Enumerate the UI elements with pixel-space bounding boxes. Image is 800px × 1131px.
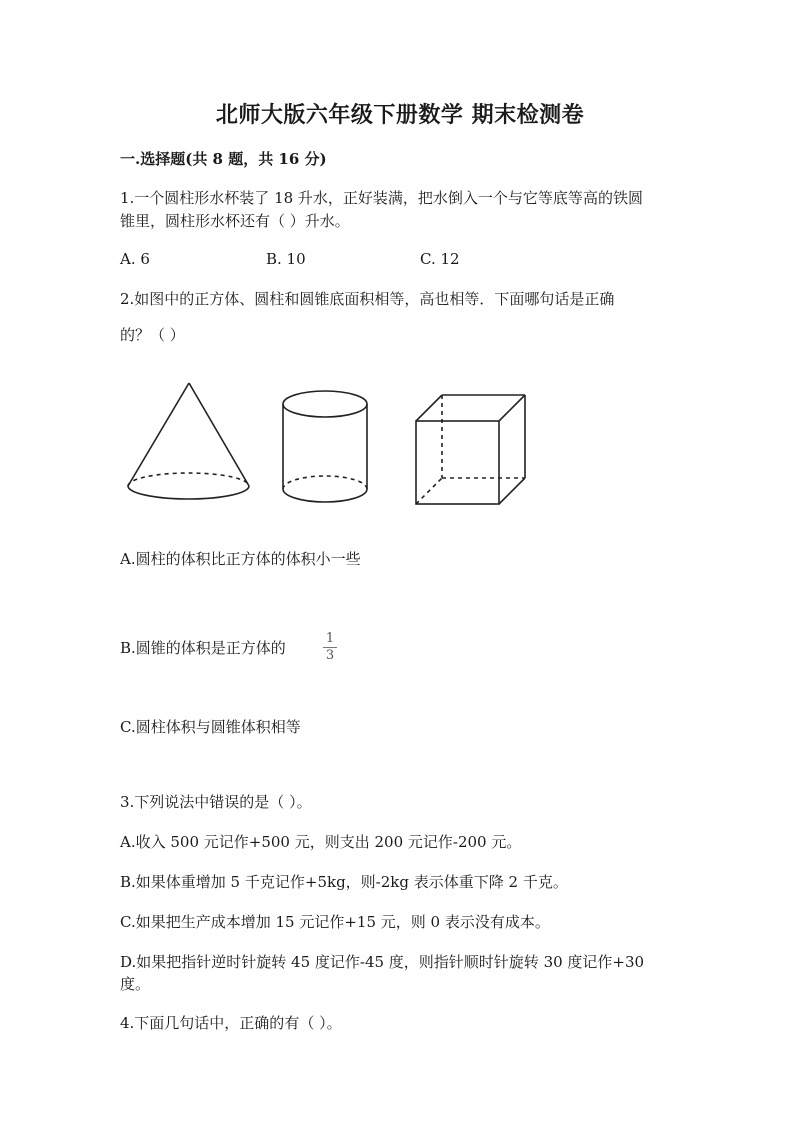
q3-option-d-line2: 度。 (120, 975, 151, 993)
cube-figure (416, 395, 525, 504)
page-title: 北师大版六年级下册数学 期末检测卷 (215, 102, 585, 128)
cone-figure (128, 383, 249, 499)
q2-option-b: B.圆锥的体积是正方体的 (120, 639, 286, 657)
q1-stem-line2: 锥里，圆柱形水杯还有（ ）升水。 (120, 212, 350, 230)
q1-stem-line1: 1.一个圆柱形水杯装了 18 升水，正好装满，把水倒入一个与它等底等高的铁圆 (120, 189, 643, 207)
cylinder-figure (283, 391, 367, 502)
q3-option-a: A.收入 500 元记作+500 元，则支出 200 元记作-200 元。 (120, 833, 522, 851)
fraction-denominator: 3 (325, 648, 335, 663)
q4-stem: 4.下面几句话中，正确的有（ ）。 (120, 1014, 342, 1032)
section-heading: 一.选择题(共 8 题，共 16 分) (120, 150, 327, 168)
q2-stem-line1: 2.如图中的正方体、圆柱和圆锥底面积相等，高也相等．下面哪句话是正确 (120, 290, 615, 308)
q1-option-c: C. 12 (420, 250, 460, 268)
q1-option-b: B. 10 (266, 250, 306, 268)
q3-option-d-line1: D.如果把指针逆时针旋转 45 度记作-45 度，则指针顺时针旋转 30 度记作+30 (120, 953, 645, 971)
q2-option-c: C.圆柱体积与圆锥体积相等 (120, 718, 301, 736)
fraction-numerator: 1 (325, 631, 335, 646)
q3-option-c: C.如果把生产成本增加 15 元记作+15 元，则 0 表示没有成本。 (120, 913, 550, 931)
q2-stem-line2: 的？（ ） (120, 326, 185, 344)
q2-figures (120, 378, 540, 513)
q2-option-a: A.圆柱的体积比正方体的体积小一些 (120, 550, 361, 568)
fraction-one-third (323, 632, 337, 663)
q3-option-b: B.如果体重增加 5 千克记作+5kg，则-2kg 表示体重下降 2 千克。 (120, 873, 568, 891)
q1-option-a: A. 6 (120, 250, 150, 268)
q3-stem: 3.下列说法中错误的是（ ）。 (120, 793, 312, 811)
